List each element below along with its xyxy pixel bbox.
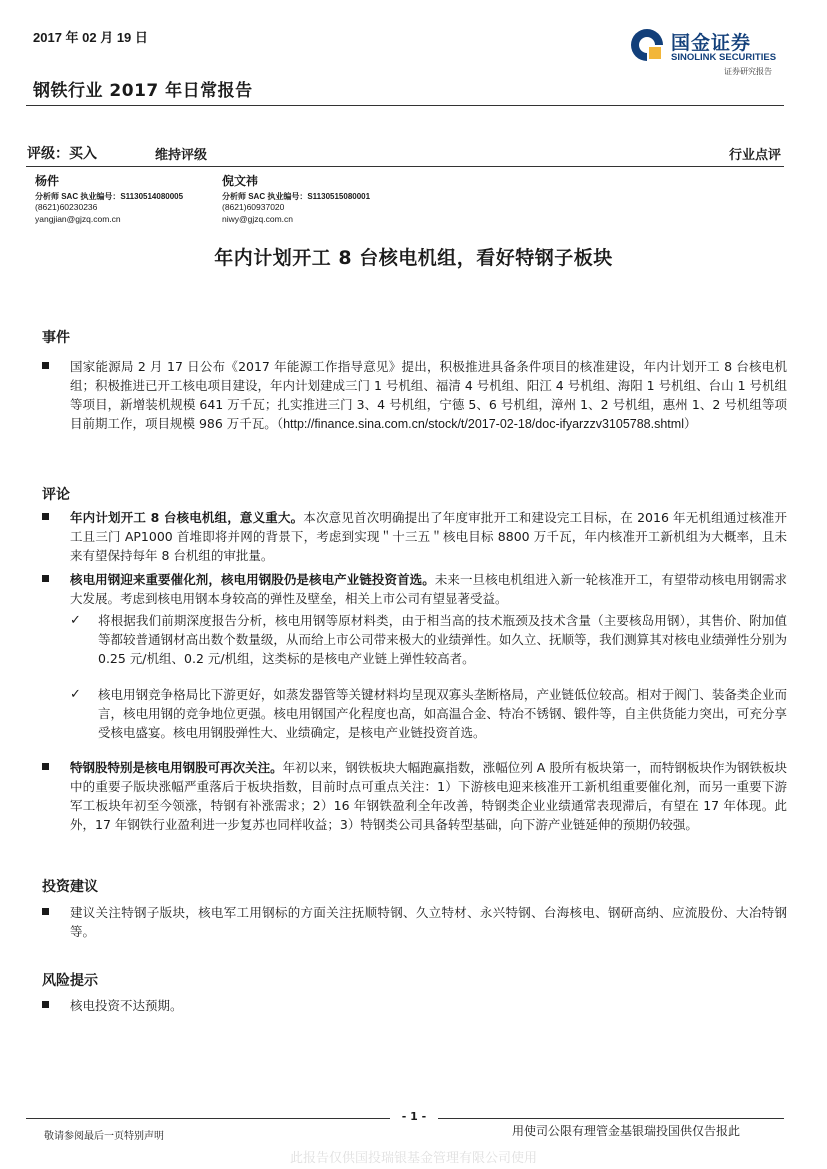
analyst-email[interactable]: yangjian@gjzq.com.cn: [35, 213, 121, 224]
analyst-card: [35, 176, 183, 225]
risk-bullet: [42, 996, 787, 1015]
company-logo: [630, 26, 790, 76]
comment-bullet: [42, 570, 787, 608]
section-title-advice: 投资建议: [42, 879, 98, 895]
subpoint-text: 将根据我们前期深度报告分析，核电用钢等原材料类，由于相当高的技术瓶颈及技术含量（主要核岛用钢），其售价、附加值等都较普通钢材高出数个数量级，从而给上市公司带来极大的业绩弹性。如久立、抚顺等，我们测算其对核电业绩弹性分别为 0.25 元/机组、0.2 元/机组，这类标的是核电产业链上弹性较高者。: [98, 613, 787, 666]
point-heading: 特钢股特别是核电用钢股可再次关注。: [70, 760, 283, 775]
checkmark-icon: ✓: [70, 687, 81, 702]
watermark: 此报告仅供国投瑞银基金管理有限公司使用: [289, 1151, 537, 1166]
source-link[interactable]: （http://finance.sina.com.cn/stock/t/2017-02-18/doc-ifyarzzv3105788.shtml）: [276, 417, 697, 431]
advice-text: 建议关注特钢子版块，核电军工用钢标的方面关注抚顺特钢、久立特材、永兴特钢、台海核电、钢研高纳、应流股份、大冶特钢等。: [70, 905, 787, 939]
comment-bullet: [42, 758, 787, 834]
rating-action: 维持评级: [155, 148, 208, 163]
footer-usage-notice: 用使司公限有理管金基银瑞投国供仅告报此: [512, 1124, 741, 1138]
analyst-phone: (8621)60230236: [35, 202, 98, 212]
logo-name-en: SINOLINK SECURITIES: [671, 52, 777, 63]
analyst-license: 分析师 SAC 执业编号：S1130515080001: [222, 191, 371, 201]
bullet-icon: [42, 575, 49, 582]
analyst-card: [222, 176, 370, 225]
risk-text: 核电投资不达预期。: [70, 998, 183, 1013]
page-number: - 1 -: [390, 1110, 438, 1123]
bullet-icon: [42, 763, 49, 770]
point-heading: 年内计划开工 8 台核电机组，意义重大。: [70, 510, 304, 525]
rating-block: [27, 143, 208, 163]
rating-label: 评级：买入: [27, 146, 97, 162]
section-title-risk: 风险提示: [42, 973, 98, 989]
document-type: 行业点评: [728, 148, 781, 163]
rating-divider: [26, 166, 784, 167]
comment-subpoint: [70, 611, 787, 668]
advice-bullet: [42, 903, 787, 941]
bullet-icon: [42, 362, 49, 369]
point-heading: 核电用钢迎来重要催化剂，核电用钢股仍是核电产业链投资首选。: [70, 572, 435, 587]
event-text: 国家能源局 2 月 17 日公布《2017 年能源工作指导意见》提出，积极推进具备条件项目的核准建设，年内计划开工 8 台核电机组；积极推进已开工核电项目建设，年内计划建成三门 1 号机组、福清 4 号机组、阳江 4 号机组、海阳 1 号机组、台山 1 号机组等项目，新增装机规模 641 万千瓦；扎实推进三门 3、4 号机组，宁德 5、6 号机组，漳州 1、2 号机组，惠州 1、2 号机组等项目前期工作，项目规模 986 万千瓦。: [70, 359, 788, 431]
analyst-email[interactable]: niwy@gjzq.com.cn: [222, 213, 293, 224]
bullet-icon: [42, 1001, 49, 1008]
analyst-name: 倪文祎: [222, 174, 259, 188]
report-date: 2017 年 02 月 19 日: [33, 30, 148, 45]
footer-disclaimer: 敬请参阅最后一页特别声明: [44, 1131, 164, 1142]
point-text: 未来一旦核电机组进入新一轮核准开工，有望带动核电用钢需求大发展。考虑到核电用钢本身较高的弹性及壁垒，相关上市公司有望显著受益。: [70, 572, 787, 606]
header-divider: [26, 105, 784, 106]
analyst-phone: (8621)60937020: [222, 202, 285, 212]
comment-bullet: [42, 508, 787, 565]
checkmark-icon: ✓: [70, 613, 81, 628]
event-bullet: [42, 357, 787, 434]
report-series-title: 钢铁行业 2017 年日常报告: [33, 81, 253, 101]
subpoint-text: 核电用钢竞争格局比下游更好，如蒸发器管等关键材料均呈现双寡头垄断格局，产业链低位较高。相对于阀门、装备类企业而言，核电用钢的竞争地位更强。核电用钢国产化程度也高，如高温合金、特冶不锈钢、锻件等，自主供货能力突出，可充分享受核电盛宴。核电用钢股弹性大、业绩确定，是核电产业链投资首选。: [98, 687, 787, 740]
point-text: 本次意见首次明确提出了年度审批开工和建设完工目标，在 2016 年无机组通过核准开工且三门 AP1000 首堆即将并网的背景下，考虑到实现＂十三五＂核电目标 8800 万千瓦，年内核准开工新机组为大概率，且未来有望保持每年 8 台机组的审批量。: [70, 510, 787, 563]
bullet-icon: [42, 513, 49, 520]
analyst-license: 分析师 SAC 执业编号：S1130514080005: [35, 191, 184, 201]
section-title-comment: 评论: [42, 487, 70, 503]
point-text: 年初以来，钢铁板块大幅跑赢指数，涨幅位列 A 股所有板块第一，而特钢板块作为钢铁板块中的重要子版块涨幅严重落后于板块指数，目前时点可重点关注：1）下游核电迎来核准开工新机组重要催化剂，而另一重要下游军工板块年初至今领涨，特钢有补涨需求；2）16 年钢铁盈利全年改善，特钢类企业业绩通常表现滞后，有望在 17 年体现。此外，17 年钢铁行业盈利进一步复苏也同样收益；3）特钢类公司具备转型基础，向下游产业链延伸的预期仍较强。: [70, 760, 787, 832]
analyst-name: 杨件: [35, 174, 60, 188]
sinolink-logo-icon: [630, 28, 664, 62]
report-headline: 年内计划开工 8 台核电机组，看好特钢子板块: [214, 247, 613, 269]
logo-subtitle: 证券研究报告: [724, 67, 772, 76]
comment-subpoint: [70, 685, 787, 742]
logo-name-cn: 国金证券: [671, 32, 752, 54]
bullet-icon: [42, 908, 49, 915]
section-title-event: 事件: [42, 330, 70, 346]
